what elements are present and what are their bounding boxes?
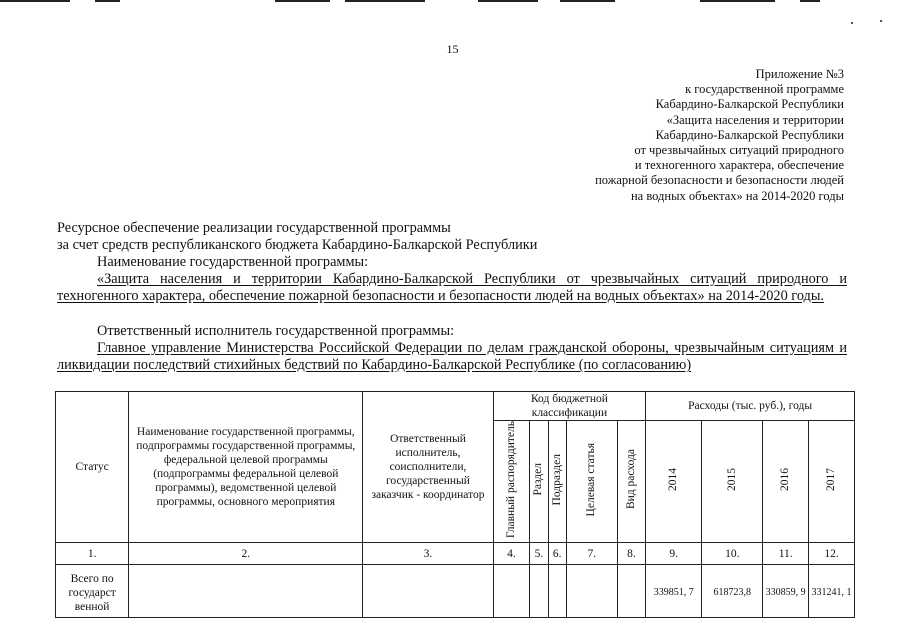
header-budget-code: Код бюджетной классификации bbox=[493, 392, 646, 421]
row-code-cell bbox=[530, 565, 548, 618]
budget-table bbox=[55, 391, 855, 618]
header-code-col: Главный распорядитель bbox=[493, 421, 530, 543]
document-title-line-2: за счет средств республиканского бюджета Кабардино-Балкарской Республики bbox=[57, 237, 538, 253]
column-number: 11. bbox=[763, 543, 809, 565]
column-number: 4. bbox=[493, 543, 530, 565]
appendix-line: Кабардино-Балкарской Республики bbox=[655, 97, 844, 112]
appendix-line: Приложение №3 bbox=[755, 67, 844, 81]
row-code-cell bbox=[566, 565, 617, 618]
column-number: 1. bbox=[56, 543, 129, 565]
executor-name: Главное управление Министерства Российской Федерации по делам гражданской обороны, чрезвычайным ситуациям и ликвидации последствий стихийных бедствий по Кабардино-Балкарской Республике (по согласованию) bbox=[57, 340, 847, 373]
appendix-line: «Защита населения и территории bbox=[666, 112, 844, 127]
header-code-col: Подраздел bbox=[548, 421, 566, 543]
row-program-name bbox=[129, 565, 363, 618]
page-number: 15 bbox=[446, 42, 459, 56]
row-responsible bbox=[363, 565, 493, 618]
row-amount-2017: 331241, 1 bbox=[809, 565, 855, 618]
document-title-line-1: Ресурсное обеспечение реализации государственной программы bbox=[57, 220, 451, 236]
header-year-col: 2015 bbox=[702, 421, 763, 543]
column-number: 10. bbox=[702, 543, 763, 565]
column-number: 6. bbox=[548, 543, 566, 565]
column-number: 8. bbox=[617, 543, 646, 565]
header-responsible: Ответственный исполнитель, соисполнители, государственный заказчик - координатор bbox=[363, 392, 493, 543]
header-expenses: Расходы (тыс. руб.), годы bbox=[646, 392, 855, 421]
scan-top-edge-marks bbox=[0, 0, 905, 3]
scan-speck bbox=[851, 22, 853, 24]
column-number: 9. bbox=[646, 543, 702, 565]
executor-label: Ответственный исполнитель государственной программы: bbox=[97, 323, 455, 339]
column-number: 7. bbox=[566, 543, 617, 565]
column-number: 3. bbox=[363, 543, 493, 565]
appendix-block bbox=[595, 67, 844, 204]
program-name: «Защита населения и территории Кабардино-Балкарской Республики от чрезвычайных ситуаций природного и техногенного характера, обеспечение пожарной безопасности и безопасности людей на водных объектах» на 2014-2020 годы. bbox=[57, 271, 847, 304]
header-year-col: 2017 bbox=[809, 421, 855, 543]
column-number: 12. bbox=[809, 543, 855, 565]
header-program-name: Наименование государственной программы, подпрограммы государственной программы, федеральной целевой программы (подпрограммы федеральной целевой программы), ведомственной целевой программы, основного мероприятия bbox=[129, 392, 363, 543]
column-number: 5. bbox=[530, 543, 548, 565]
row-code-cell bbox=[617, 565, 646, 618]
row-amount-2014: 339851, 7 bbox=[646, 565, 702, 618]
appendix-line: и техногенного характера, обеспечение bbox=[634, 158, 844, 173]
appendix-line: Кабардино-Балкарской Республики bbox=[655, 127, 844, 142]
row-status: Всего по государст венной bbox=[56, 565, 129, 618]
appendix-line: к государственной программе bbox=[685, 82, 844, 97]
row-amount-2016: 330859, 9 bbox=[763, 565, 809, 618]
table-row bbox=[56, 565, 855, 618]
appendix-line: на водных объектах» на 2014-2020 годы bbox=[630, 188, 844, 203]
header-year-col: 2014 bbox=[646, 421, 702, 543]
header-code-col: Вид расхода bbox=[617, 421, 646, 543]
column-number: 2. bbox=[129, 543, 363, 565]
header-code-col: Целевая статья bbox=[566, 421, 617, 543]
row-amount-2015: 618723,8 bbox=[702, 565, 763, 618]
scan-speck bbox=[880, 20, 882, 22]
column-number-row bbox=[56, 543, 855, 565]
row-code-cell bbox=[548, 565, 566, 618]
header-year-col: 2016 bbox=[763, 421, 809, 543]
row-code-cell bbox=[493, 565, 530, 618]
appendix-line: пожарной безопасности и безопасности людей bbox=[595, 173, 844, 188]
appendix-line: от чрезвычайных ситуаций природного bbox=[634, 143, 844, 158]
program-label: Наименование государственной программы: bbox=[97, 254, 369, 270]
header-code-col: Раздел bbox=[530, 421, 548, 543]
header-status: Статус bbox=[56, 392, 129, 543]
